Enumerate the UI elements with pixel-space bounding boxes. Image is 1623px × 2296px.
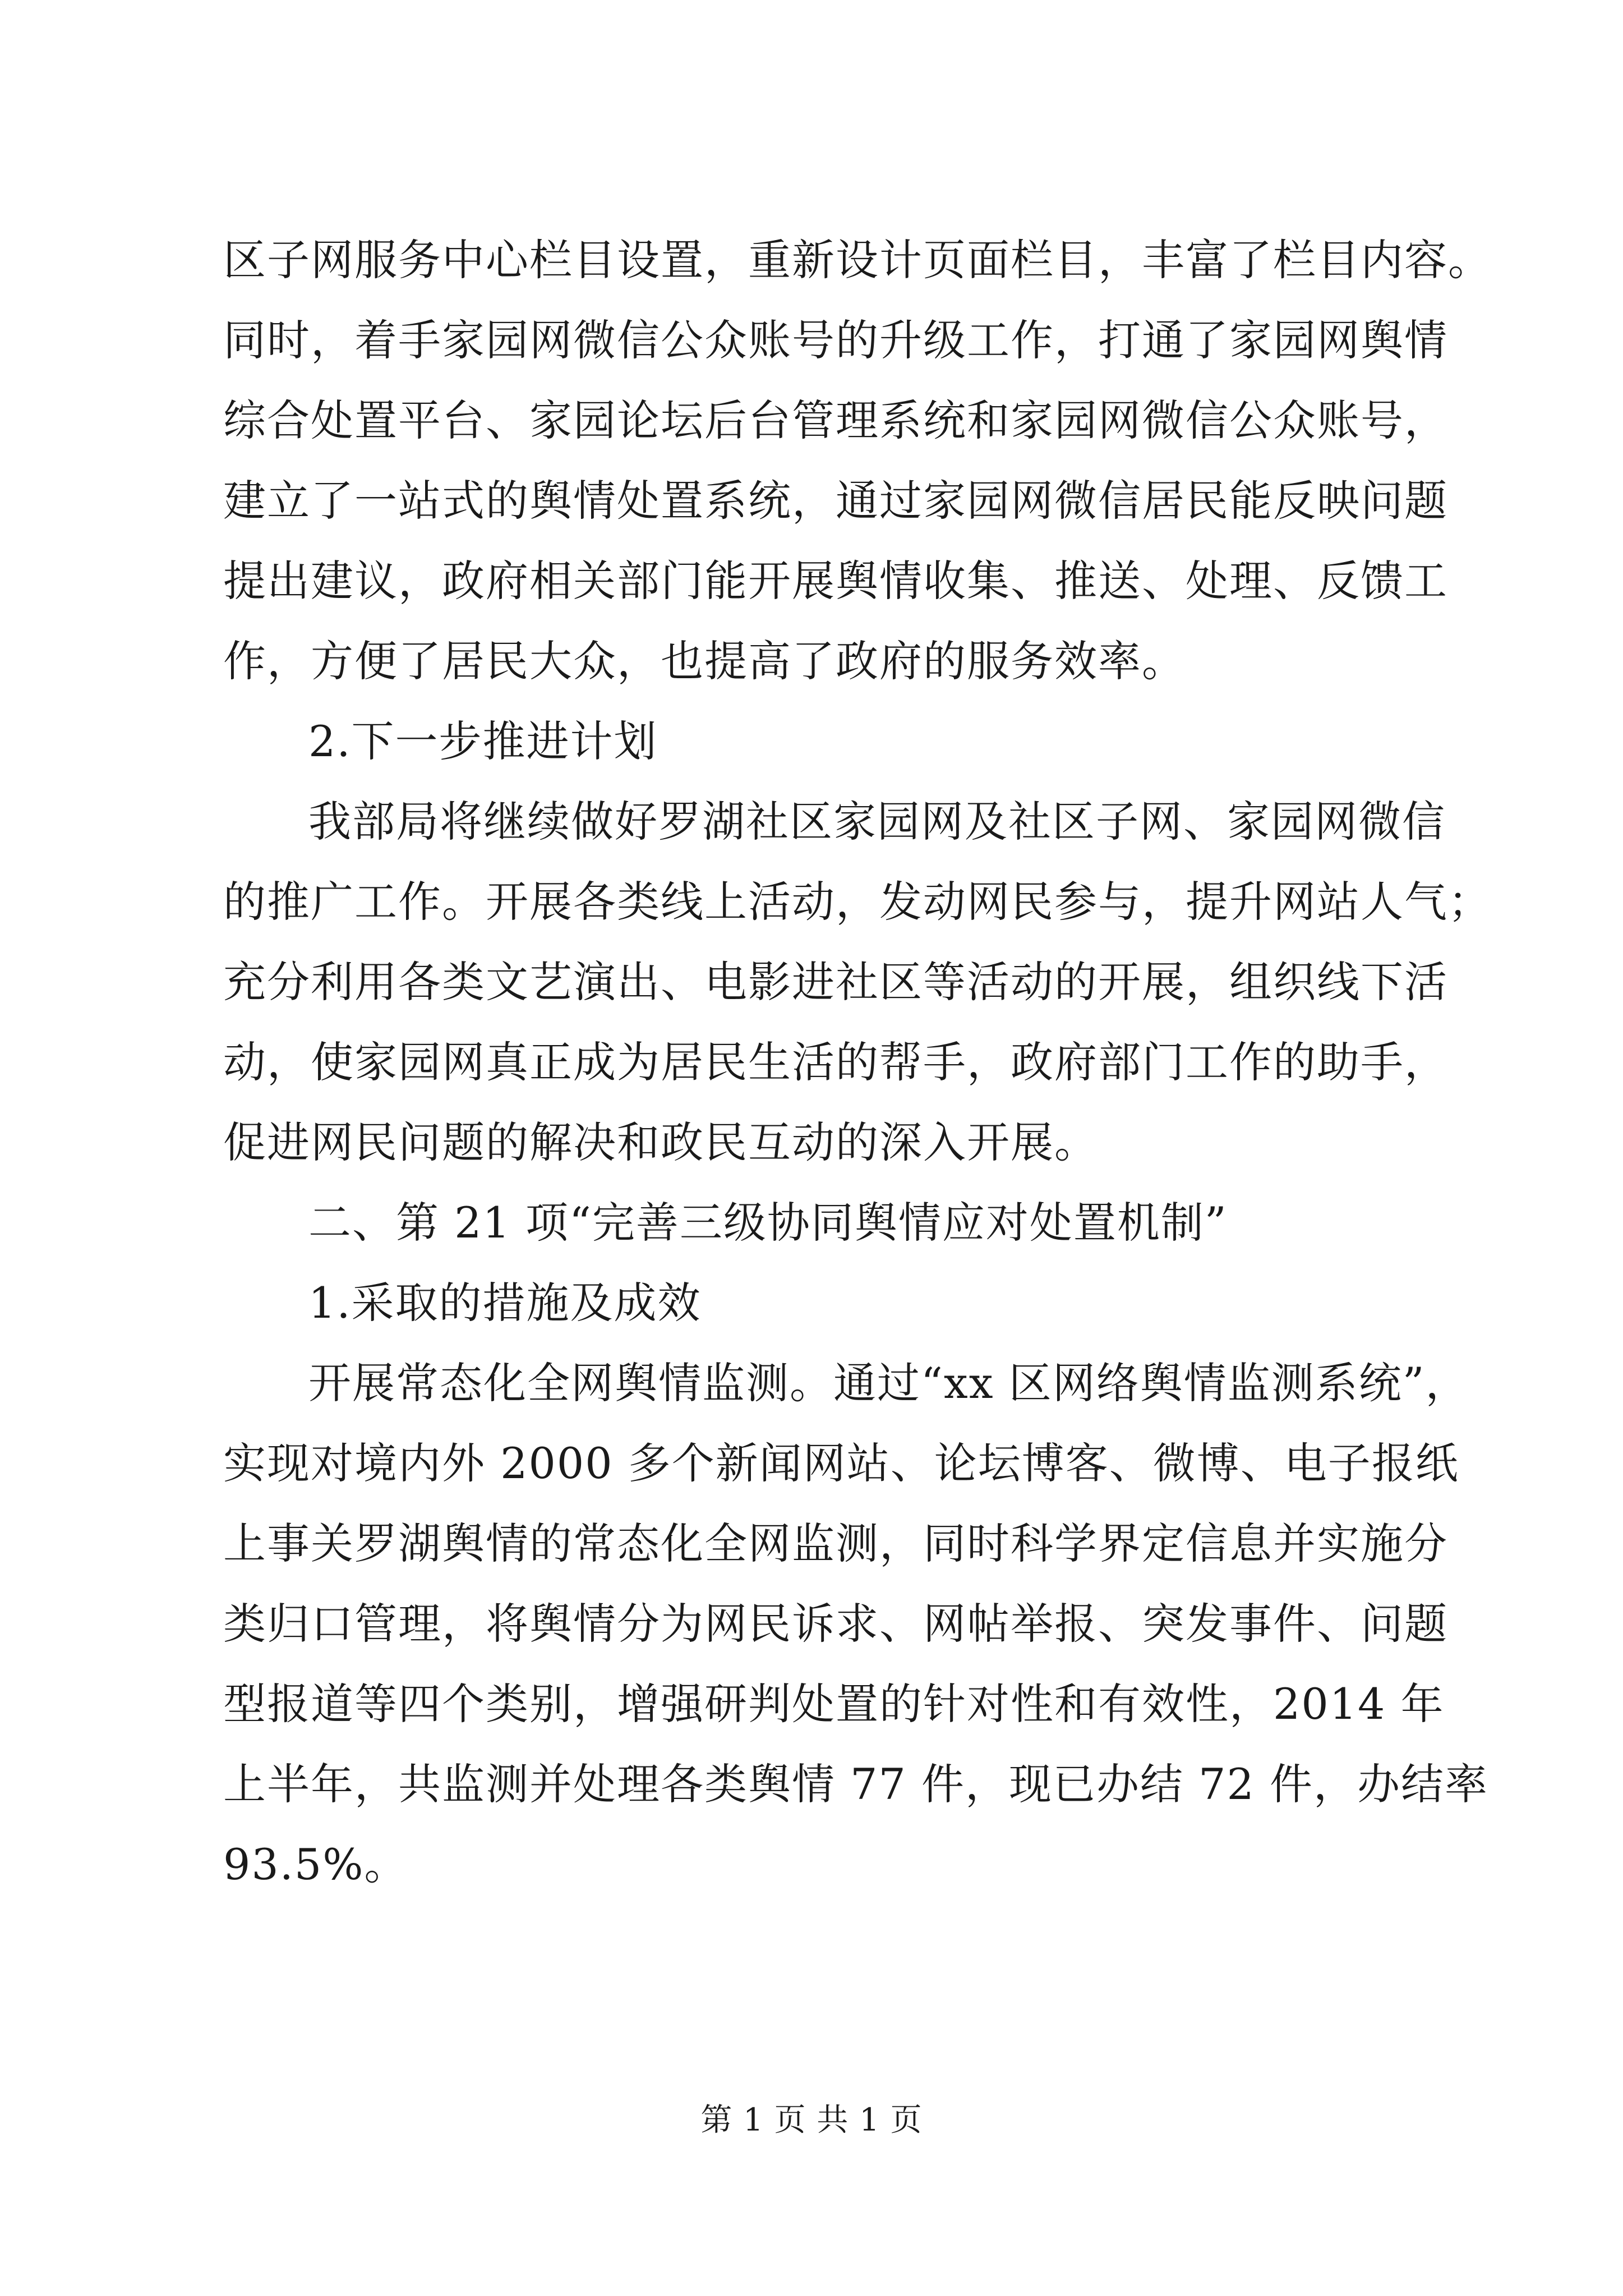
text-line: 开展常态化全网舆情监测。通过“xx 区网络舆情监测系统”， xyxy=(308,1358,1469,1408)
text-line: 建立了一站式的舆情处置系统，通过家园网微信居民能反映问题 xyxy=(223,476,1448,526)
text-line: 同时，着手家园网微信公众账号的升级工作，打通了家园网舆情 xyxy=(223,315,1448,365)
text-line: 综合处置平台、家园论坛后台管理系统和家园网微信公众账号， xyxy=(223,395,1448,445)
text-line: 促进网民问题的解决和政民互动的深入开展。 xyxy=(223,1117,1098,1167)
document-body xyxy=(223,220,1492,1904)
text-line: 93.5%。 xyxy=(223,1839,408,1889)
text-line: 上事关罗湖舆情的常态化全网监测，同时科学界定信息并实施分 xyxy=(223,1519,1448,1568)
section-heading: 二、第 21 项“完善三级协同舆情应对处置机制” xyxy=(308,1198,1228,1248)
text-line: 动，使家园网真正成为居民生活的帮手，政府部门工作的助手， xyxy=(223,1037,1448,1087)
text-line: 我部局将继续做好罗湖社区家园网及社区子网、家园网微信 xyxy=(308,797,1446,846)
text-line: 充分利用各类文艺演出、电影进社区等活动的开展，组织线下活 xyxy=(223,957,1448,1007)
text-line: 作，方便了居民大众，也提高了政府的服务效率。 xyxy=(223,636,1186,686)
text-line: 提出建议，政府相关部门能开展舆情收集、推送、处理、反馈工 xyxy=(223,556,1448,606)
text-line: 类归口管理，将舆情分为网民诉求、网帖举报、突发事件、问题 xyxy=(223,1599,1448,1649)
text-line: 上半年，共监测并处理各类舆情 77 件，现已办结 72 件，办结率 xyxy=(223,1759,1489,1809)
section-heading: 2.下一步推进计划 xyxy=(308,716,658,766)
text-line: 型报道等四个类别，增强研判处置的针对性和有效性，2014 年 xyxy=(223,1679,1445,1729)
page-number-footer: 第 1 页 共 1 页 xyxy=(700,2102,923,2138)
text-line: 区子网服务中心栏目设置，重新设计页面栏目，丰富了栏目内容。 xyxy=(223,235,1492,285)
text-line: 实现对境内外 2000 多个新闻网站、论坛博客、微博、电子报纸 xyxy=(223,1438,1459,1488)
text-line: 的推广工作。开展各类线上活动，发动网民参与，提升网站人气； xyxy=(223,877,1492,927)
section-heading: 1.采取的措施及成效 xyxy=(308,1278,702,1328)
